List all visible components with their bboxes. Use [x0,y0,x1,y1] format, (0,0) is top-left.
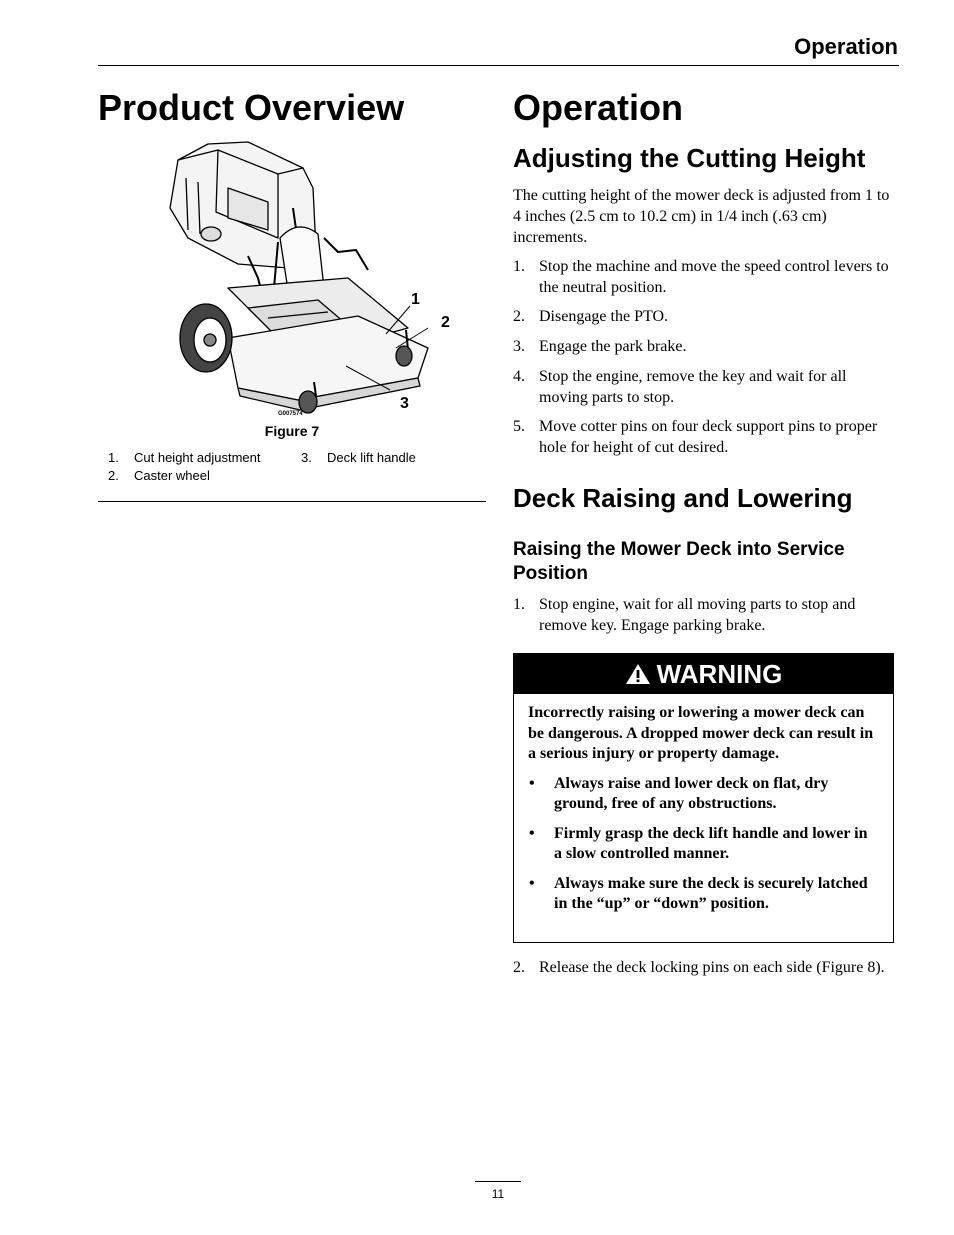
list-item [513,337,899,358]
callout-2: 2 [441,314,450,331]
image-code: G007574 [278,411,303,417]
list-item [513,958,899,979]
step-text: Disengage the PTO. [539,308,669,325]
list-item [513,417,899,458]
list-item [513,307,899,328]
warning-intro: Incorrectly raising or lowering a mower deck can be dangerous. A dropped mower deck can result in a serious injury or property damage. [528,704,874,762]
step-text: Stop the engine, remove the key and wait for all moving parts to stop. [539,368,847,406]
subheading-service-position: Raising the Mower Deck into Service Position [513,539,845,584]
warning-label: WARNING [656,658,783,689]
warning-bullet-text: Always make sure the deck is securely latched in the “up” or “down” position. [554,874,868,912]
left-column [98,86,486,483]
figure-caption: Figure 7 [264,423,320,439]
callout-legend [108,449,448,485]
header-rule [98,65,899,66]
step-number: 2. [513,308,525,325]
list-item [513,367,899,408]
legend-num: 1. [108,450,119,465]
step-text: Stop engine, wait for all moving parts to stop and remove key. Engage parking brake. [539,596,856,634]
callout-1: 1 [411,291,420,308]
warning-triangle-icon [625,663,651,685]
footer-rule [475,1181,521,1182]
figure-bottom-rule [98,501,486,502]
warning-body [514,694,893,915]
step-number: 1. [513,258,525,275]
step-number: 2. [513,959,525,976]
legend-num: 2. [108,468,119,483]
legend-num: 3. [301,450,312,465]
legend-text: Caster wheel [134,468,210,483]
step-text: Move cotter pins on four deck support pins to proper hole for height of cut desired. [539,418,878,456]
step-text: Stop the machine and move the speed control levers to the neutral position. [539,258,889,296]
warning-bullet-text: Always raise and lower deck on flat, dry ground, free of any obstructions. [554,774,829,812]
mower-illustration [128,138,458,428]
intro-paragraph: The cutting height of the mower deck is adjusted from 1 to 4 inches (2.5 cm to 10.2 cm) in 1/4 inch (.63 cm) increments. [513,187,890,246]
callout-3: 3 [400,395,409,412]
step-text: Release the deck locking pins on each side (Figure 8). [539,959,885,976]
step-number: 4. [513,368,525,385]
running-header: Operation [794,34,898,59]
heading-deck-raising: Deck Raising and Lowering [513,483,853,513]
warning-header [514,654,893,694]
warning-bullet-text: Firmly grasp the deck lift handle and lower in a slow controlled manner. [554,824,868,862]
step-text: Engage the park brake. [539,338,687,355]
page-number: 11 [491,1187,505,1201]
warning-bullet: • Always make sure the deck is securely latched in the “up” or “down” position. [529,874,868,912]
step-number: 5. [513,418,525,435]
right-column [513,86,899,976]
heading-cutting-height: Adjusting the Cutting Height [513,143,866,173]
list-item [513,257,899,298]
list-item [513,595,899,636]
warning-bullet: • Firmly grasp the deck lift handle and lower in a slow controlled manner. [529,824,868,862]
section-title: Operation [513,87,684,128]
step-number: 1. [513,596,525,613]
warning-box [513,653,894,943]
step-number: 3. [513,338,525,355]
legend-text: Deck lift handle [327,450,416,465]
section-title: Product Overview [98,87,405,128]
legend-text: Cut height adjustment [134,450,261,465]
warning-bullet: • Always raise and lower deck on flat, dry ground, free of any obstructions. [529,774,829,812]
